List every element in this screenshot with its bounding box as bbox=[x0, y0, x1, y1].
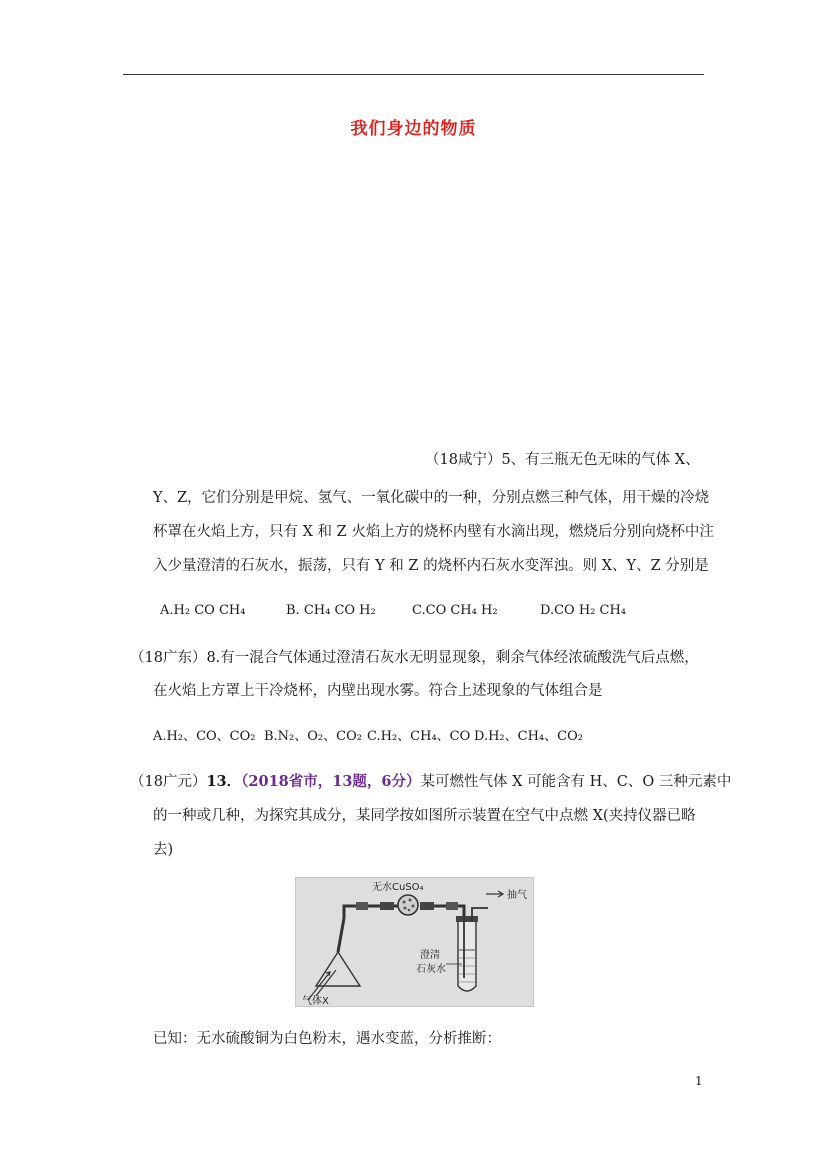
tube-joint-right bbox=[420, 902, 434, 910]
q8-line-1: （18广东）8.有一混合气体通过澄清石灰水无明显现象，剩余气体经浓硫酸洗气后点燃， bbox=[130, 650, 699, 666]
page-number: 1 bbox=[695, 1074, 703, 1088]
q5-options bbox=[160, 601, 626, 621]
q13-prefix: （18广元） bbox=[130, 774, 207, 790]
q5-option-d: D.CO H₂ CH₄ bbox=[540, 603, 627, 618]
q8-option-a: A.H₂、CO、CO₂ bbox=[153, 729, 256, 744]
q8-option-d: D.H₂、CH₄、CO₂ bbox=[474, 729, 583, 744]
q8-options bbox=[153, 727, 583, 747]
apparatus-figure bbox=[295, 877, 534, 1007]
header-rule bbox=[123, 74, 704, 75]
q5-line-2: Y、Z，它们分别是甲烷、氢气、一氧化碳中的一种，分别点燃三种气体，用干燥的冷烧 bbox=[153, 490, 710, 506]
apparatus-diagram bbox=[296, 878, 533, 1006]
q5-option-a: A.H₂ CO CH₄ bbox=[160, 603, 246, 618]
q5-line-4: 入少量澄清的石灰水，振荡，只有 Y 和 Z 的烧杯内石灰水变浑浊。则 X、Y、Z 分别是 bbox=[153, 558, 709, 574]
known-info: 已知：无水硫酸铜为白色粉末，遇水变蓝，分析推断： bbox=[153, 1031, 501, 1047]
tube-joint-mid bbox=[380, 902, 394, 910]
label-limewater-1: 澄清 bbox=[420, 950, 440, 961]
q13-line-2: 的一种或几种，为探究其成分，某同学按如图所示装置在空气中点燃 X(夹持仪器已略 bbox=[153, 808, 696, 824]
funnel-stem bbox=[338, 918, 344, 952]
label-cuso4: 无水CuSO₄ bbox=[372, 882, 424, 893]
cuso4-bulb bbox=[398, 895, 418, 915]
page-title: 我们身边的物质 bbox=[350, 119, 477, 139]
q13-line-1 bbox=[130, 772, 731, 792]
q5-line-1: （18咸宁）5、有三瓶无色无味的气体 X、 bbox=[425, 452, 700, 468]
q5-option-c: C.CO CH₄ H₂ bbox=[412, 603, 498, 618]
q13-number: 13． bbox=[206, 773, 242, 790]
q13-line-1-text: 某可燃性气体 X 可能含有 H、C、O 三种元素中 bbox=[420, 774, 732, 790]
q5-option-b: B. CH₄ CO H₂ bbox=[286, 603, 376, 618]
q8-option-c: C.H₂、CH₄、CO bbox=[367, 729, 471, 744]
label-exhaust: 抽气 bbox=[507, 890, 527, 901]
q8-option-b: B.N₂、O₂、CO₂ bbox=[264, 729, 362, 744]
q8-line-2: 在火焰上方罩上干冷烧杯，内壁出现水雾。符合上述现象的气体组合是 bbox=[153, 683, 603, 699]
tube-joint-left bbox=[356, 902, 368, 910]
q5-line-3: 杯罩在火焰上方，只有 X 和 Z 火焰上方的烧杯内壁有水滴出现，燃烧后分别向烧杯中注 bbox=[153, 524, 714, 540]
test-tube bbox=[458, 922, 476, 991]
label-limewater-2: 石灰水 bbox=[416, 964, 446, 975]
q13-source: （2018省市，13题，6分） bbox=[241, 773, 421, 790]
label-gas-x: 气体X bbox=[302, 996, 329, 1006]
q13-line-3: 去) bbox=[153, 842, 174, 858]
test-tube-stopper bbox=[456, 916, 478, 922]
